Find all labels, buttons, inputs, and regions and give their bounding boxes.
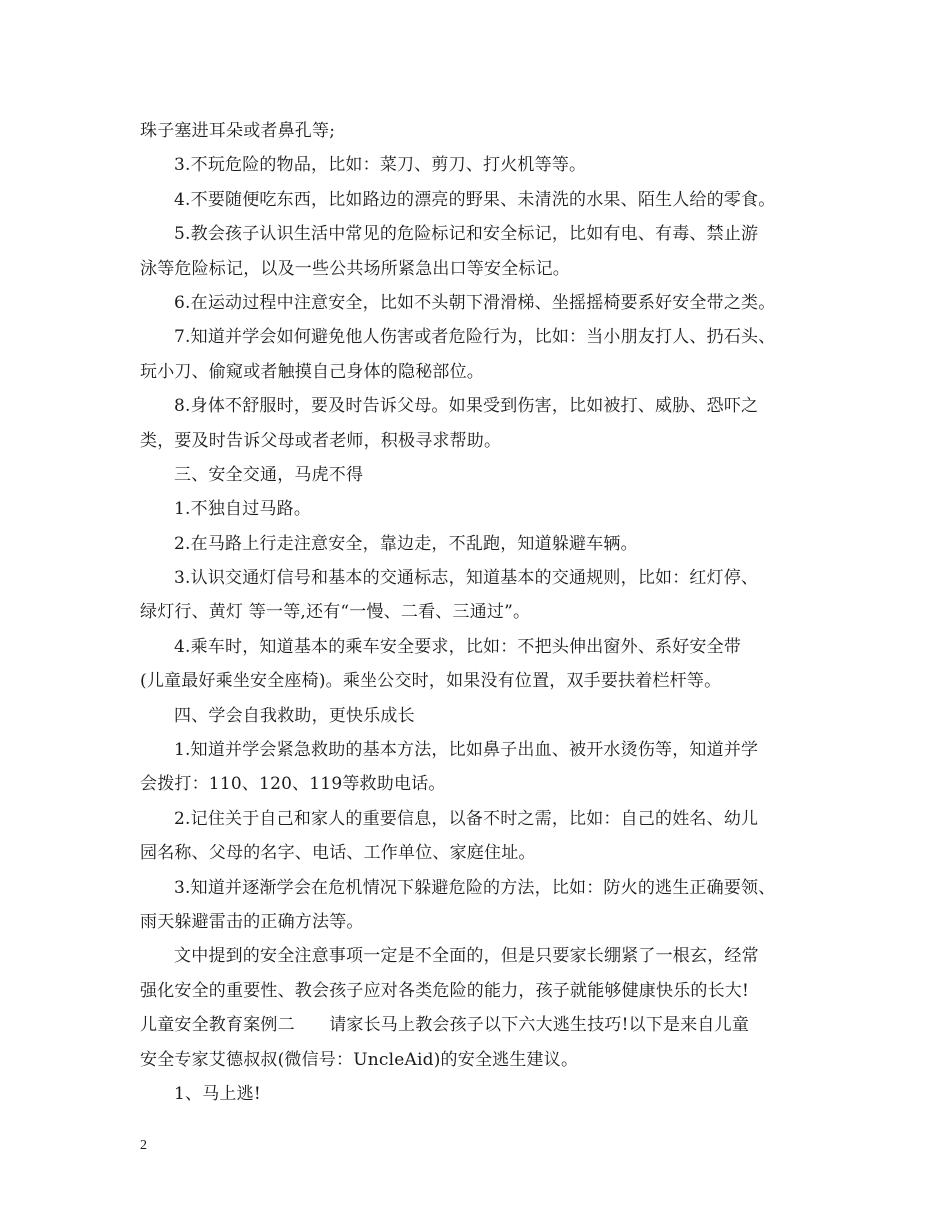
- text-line: 绿灯行、黄灯 等一等,还有“一慢、二看、三通过”。: [140, 602, 531, 623]
- text-line: 安全专家艾德叔叔(微信号：UncleAid)的安全逃生建议。: [140, 1049, 579, 1070]
- text-line: 2.在马路上行走注意安全，靠边走，不乱跑，知道躲避车辆。: [174, 533, 638, 554]
- text-line: 三、安全交通，马虎不得: [174, 464, 364, 485]
- document-body: [140, 114, 820, 1111]
- text-line: 1.知道并学会紧急救助的基本方法，比如鼻子出血、被开水烫伤等，知道并学: [174, 740, 759, 761]
- text-line: 2.记住关于自己和家人的重要信息，以备不时之需，比如：自己的姓名、幼儿: [174, 808, 759, 829]
- page-number: 2: [140, 1138, 147, 1153]
- text-line: 6.在运动过程中注意安全，比如不头朝下滑滑梯、坐摇摇椅要系好安全带之类。: [174, 292, 776, 313]
- text-line: 5.教会孩子认识生活中常见的危险标记和安全标记，比如有电、有毒、禁止游: [174, 224, 759, 245]
- text-line: 4.不要随便吃东西，比如路边的漂亮的野果、未清洗的水果、陌生人给的零食。: [174, 189, 776, 210]
- text-line: 儿童安全教育案例二 请家长马上教会孩子以下六大逃生技巧!以下是来自儿童: [140, 1015, 750, 1036]
- text-line: 会拨打：110、120、119等救助电话。: [140, 774, 446, 795]
- text-line: 3.知道并逐渐学会在危机情况下躲避危险的方法，比如：防火的逃生正确要领、: [174, 877, 776, 898]
- text-line: 玩小刀、偷窥或者触摸自己身体的隐秘部位。: [140, 361, 484, 382]
- text-line: 3.不玩危险的物品，比如：菜刀、剪刀、打火机等等。: [174, 155, 587, 176]
- text-line: 泳等危险标记，以及一些公共场所紧急出口等安全标记。: [140, 258, 570, 279]
- text-line: 文中提到的安全注意事项一定是不全面的，但是只要家长绷紧了一根玄，经常: [174, 946, 759, 967]
- text-line: 3.认识交通灯信号和基本的交通标志，知道基本的交通规则，比如：红灯停、: [174, 568, 759, 589]
- text-line: 园名称、父母的名字、电话、工作单位、家庭住址。: [140, 843, 536, 864]
- text-line: 强化安全的重要性、教会孩子应对各类危险的能力，孩子就能够健康快乐的长大!: [140, 980, 750, 1001]
- text-line: 1.不独自过马路。: [174, 499, 312, 520]
- text-line: (儿童最好乘坐安全座椅)。乘坐公交时，如果没有位置，双手要扶着栏杆等。: [140, 671, 722, 692]
- text-line: 8.身体不舒服时，要及时告诉父母。如果受到伤害，比如被打、威胁、恐吓之: [174, 396, 759, 417]
- text-line: 1、马上逃!: [174, 1083, 261, 1104]
- text-line: 四、学会自我救助，更快乐成长: [174, 705, 415, 726]
- text-line: 7.知道并学会如何避免他人伤害或者危险行为，比如：当小朋友打人、扔石头、: [174, 327, 776, 348]
- text-line: 珠子塞进耳朵或者鼻孔等;: [140, 121, 336, 141]
- text-line: 雨天躲避雷击的正确方法等。: [140, 911, 364, 932]
- text-line: 4.乘车时，知道基本的乘车安全要求，比如：不把头伸出窗外、系好安全带: [174, 636, 742, 657]
- text-line: 类，要及时告诉父母或者老师，积极寻求帮助。: [140, 430, 502, 451]
